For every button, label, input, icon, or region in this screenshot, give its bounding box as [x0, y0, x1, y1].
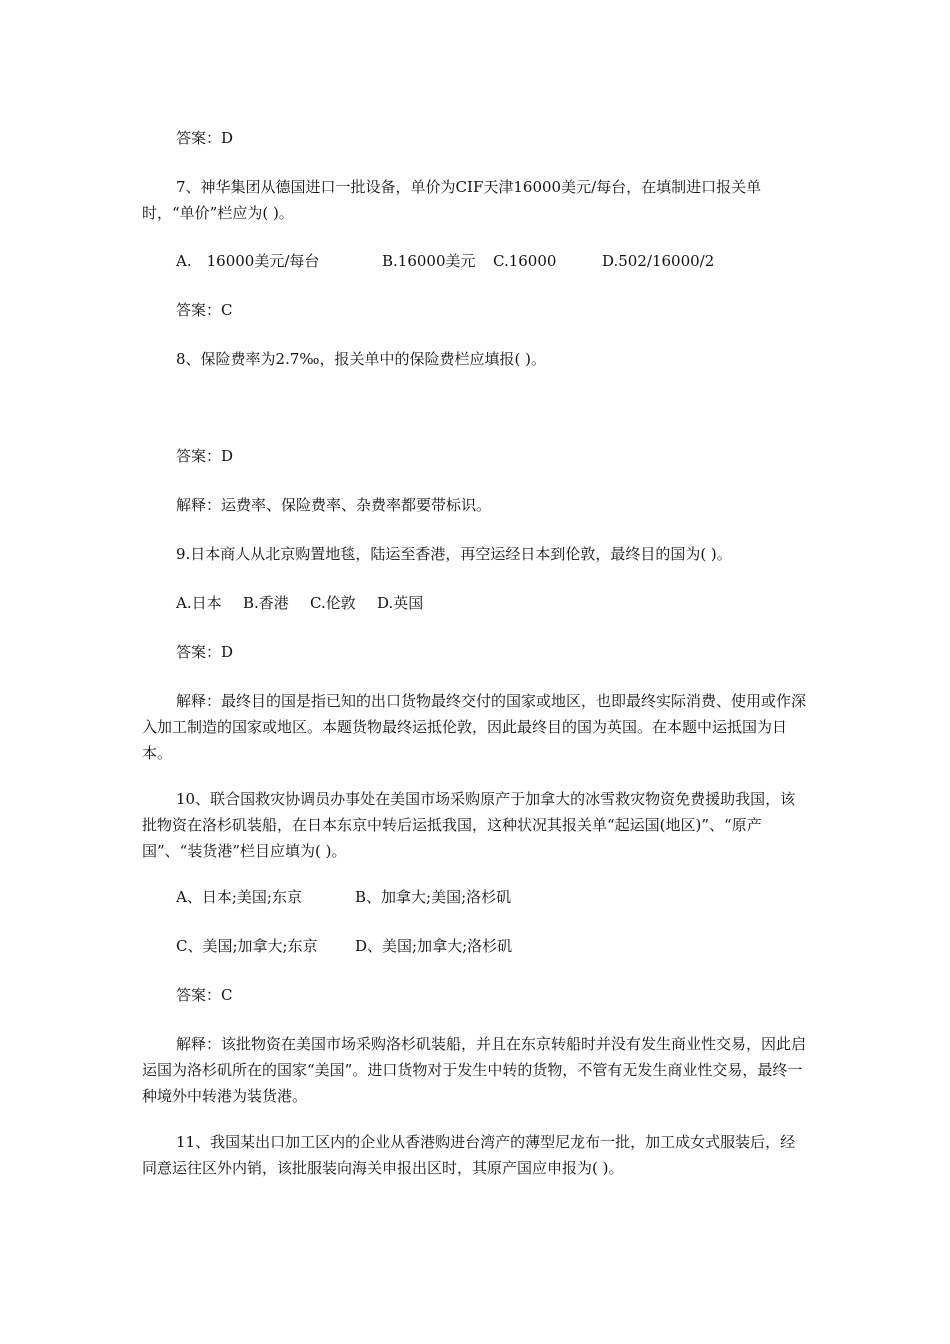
q7-option-b: B.16000美元 — [382, 252, 476, 270]
q10-option-a: A、日本;美国;东京 — [176, 888, 302, 906]
answer-prev: 答案：D — [176, 129, 234, 147]
answer-7: 答案：C — [176, 301, 233, 319]
q10-option-c: C、美国;加拿大;东京 — [176, 937, 318, 955]
question-9: 9.日本商人从北京购置地毯，陆运至香港，再空运经日本到伦敦，最终目的国为( )。 — [176, 545, 732, 563]
answer-9: 答案：D — [176, 643, 234, 661]
explanation-8: 解释：运费率、保险费率、杂费率都要带标识。 — [176, 496, 492, 514]
question-7: 7、神华集团从德国进口一批设备，单价为CIF天津16000美元/每台，在填制进口报关单时，“单价”栏应为( )。 — [142, 178, 762, 222]
answer-8: 答案：D — [176, 447, 234, 465]
q9-option-a: A.日本 — [176, 594, 222, 612]
q10-option-d: D、美国;加拿大;洛杉矶 — [355, 937, 513, 955]
question-10: 10、联合国救灾协调员办事处在美国市场采购原产于加拿大的冰雪救灾物资免费援助我国，该批物资在洛杉矶装船，在日本东京中转后运抵我国，这种状况其报关单“起运国(地区)”、“原产国”、“装货港”栏目应填为( )。 — [142, 790, 796, 860]
q9-option-c: C.伦敦 — [310, 594, 356, 612]
q7-option-c: C.16000 — [493, 252, 557, 270]
q7-option-d: D.502/16000/2 — [602, 252, 715, 270]
answer-10: 答案：C — [176, 986, 233, 1004]
question-11: 11、我国某出口加工区内的企业从香港购进台湾产的薄型尼龙布一批，加工成女式服装后，经同意运往区外内销，该批服装向海关申报出区时，其原产国应申报为( )。 — [142, 1133, 796, 1177]
q9-option-d: D.英国 — [377, 594, 424, 612]
explanation-9: 解释：最终目的国是指已知的出口货物最终交付的国家或地区，也即最终实际消费、使用或作深入加工制造的国家或地区。本题货物最终运抵伦敦，因此最终目的国为英国。在本题中运抵国为日本。 — [142, 692, 807, 762]
q9-option-b: B.香港 — [243, 594, 289, 612]
q7-option-a: A. 16000美元/每台 — [176, 252, 320, 270]
explanation-10: 解释：该批物资在美国市场采购洛杉矶装船，并且在东京转船时并没有发生商业性交易，因此启运国为洛杉矶所在的国家“美国”。进口货物对于发生中转的货物，不管有无发生商业性交易，最终一种境外中转港为装货港。 — [142, 1035, 807, 1105]
question-8: 8、保险费率为2.7‰，报关单中的保险费栏应填报( )。 — [176, 350, 546, 368]
q10-option-b: B、加拿大;美国;洛杉矶 — [355, 888, 512, 906]
